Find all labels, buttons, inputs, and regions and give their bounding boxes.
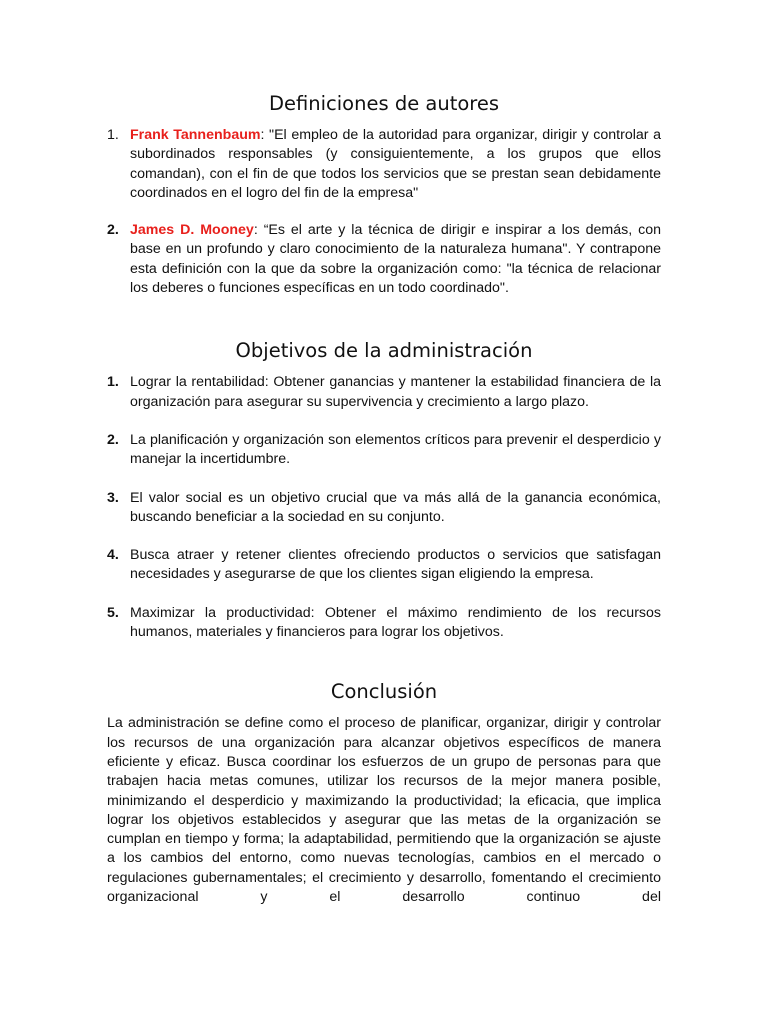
definitions-heading: Definiciones de autores	[268, 92, 500, 115]
objective-number-1: 1.	[107, 374, 119, 391]
author-name-tannenbaum: Frank Tannenbaum	[130, 127, 261, 143]
objective-item-4	[107, 546, 661, 585]
definition-text-2: : “Es el arte y la técnica de dirigir e inspirar a los demás, con base en un profundo y claro conocimiento de la naturaleza humana". Y contrapone esta definición con la que da sobre la organización como: "la técnica de relacionar los deberes o funciones específicas en un todo coordinado".	[130, 222, 661, 297]
definitions-list	[107, 126, 661, 298]
objective-number-5: 5.	[107, 604, 119, 621]
author-name-mooney: James D. Mooney	[130, 222, 254, 239]
conclusion-heading: Conclusión	[330, 680, 438, 704]
objectives-list	[107, 373, 661, 642]
definition-text-1: : "El empleo de la autoridad para organizar, dirigir y controlar a subordinados responsables (y consiguientemente, a los grupos que ellos comandan), con el fin de que todos los servicios que se prestan sean debidamente coordinados en el logro del fin de la empresa"	[130, 127, 661, 201]
definition-item-2	[107, 221, 661, 298]
objective-text-3: El valor social es un objetivo crucial que va más allá de la ganancia económica, buscando beneficiar a la sociedad en su conjunto.	[130, 489, 661, 525]
objectives-heading: Objetivos de la administración	[235, 339, 533, 363]
objective-text-5: Maximizar la productividad: Obtener el máximo rendimiento de los recursos humanos, materiales y financieros para lograr los objetivos.	[130, 604, 661, 641]
definition-item-1	[107, 126, 661, 203]
objective-text-1: Lograr la rentabilidad: Obtener ganancias y mantener la estabilidad financiera de la organización para asegurar su supervivencia y crecimiento a largo plazo.	[130, 374, 661, 410]
document-content	[107, 91, 661, 907]
objective-item-1	[107, 373, 661, 412]
definition-number-2: 2.	[107, 222, 119, 239]
objective-text-4: Busca atraer y retener clientes ofreciendo productos o servicios que satisfagan necesidades y asegurarse de que los clientes sigan eligiendo la empresa.	[130, 547, 661, 583]
conclusion-paragraph: La administración se define como el proceso de planificar, organizar, dirigir y controlar los recursos de una organización para alcanzar objetivos específicos de manera eficiente y eficaz. Busca coordinar los esfuerzos de un grupo de personas para que trabajen hacia metas comunes, utilizar los recursos de la mejor manera posible, minimizando el desperdicio y maximizando la productividad; la eficacia, que implica lograr los objetivos establecidos y asegurar que las metas de la organización se cumplan en tiempo y forma; la adaptabilidad, permitiendo que la organización se ajuste a los cambios del entorno, como nuevas tecnologías, cambios en el mercado o regulaciones gubernamentales; el crecimiento y desarrollo, fomentando el crecimiento organizacional y el desarrollo continuo del	[107, 715, 661, 906]
objective-item-5	[107, 604, 661, 643]
definition-number-1: 1.	[107, 127, 119, 143]
objective-number-2: 2.	[107, 431, 119, 448]
objective-number-4: 4.	[107, 547, 119, 564]
objective-number-3: 3.	[107, 489, 119, 506]
objective-item-2	[107, 431, 661, 470]
objective-item-3	[107, 489, 661, 528]
objective-text-2: La planificación y organización son elementos críticos para prevenir el desperdicio y manejar la incertidumbre.	[130, 431, 661, 468]
